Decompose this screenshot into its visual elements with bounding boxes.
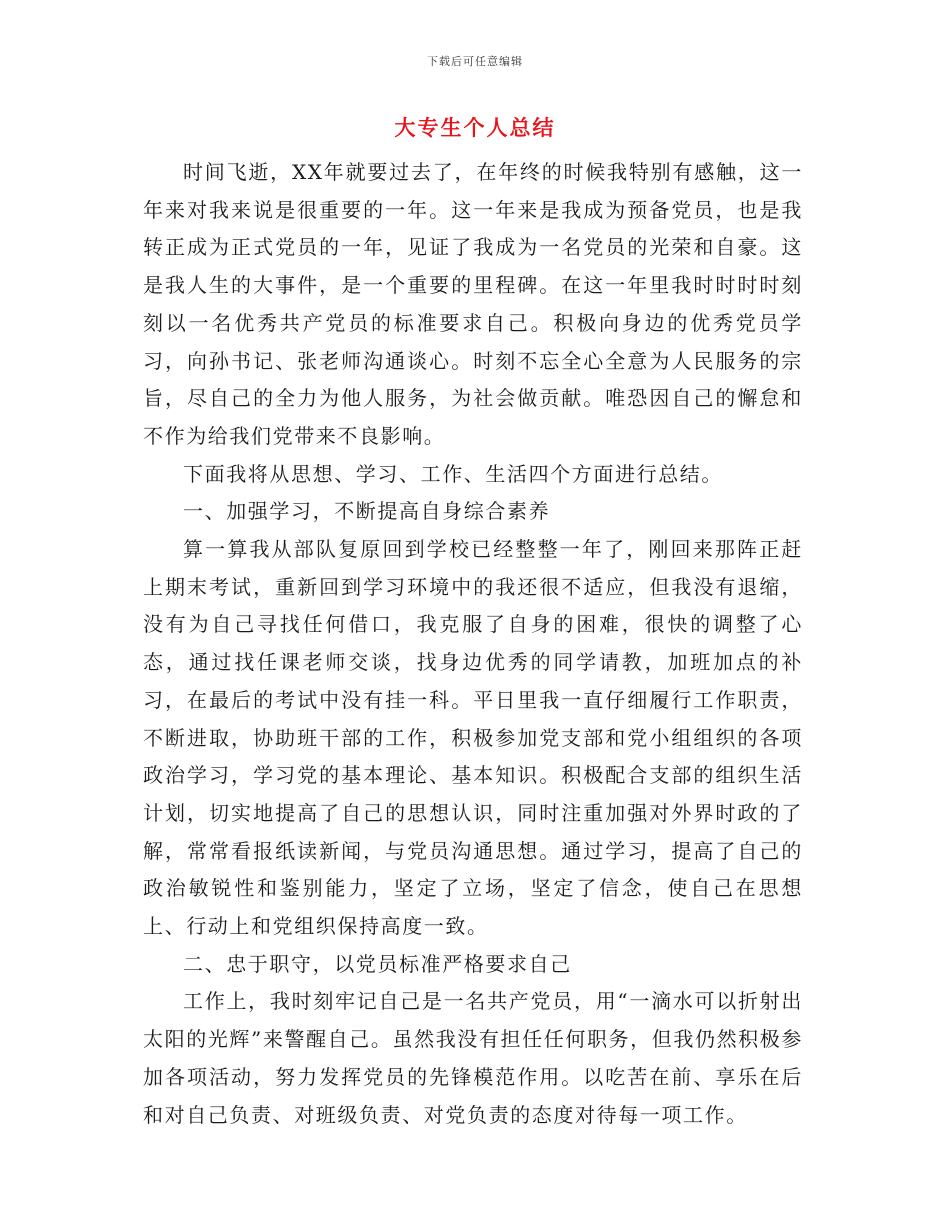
document-body bbox=[143, 154, 803, 1134]
section-heading: 二、忠于职守，以党员标准严格要求自己 bbox=[183, 951, 572, 976]
paragraph: 时间飞逝，XX年就要过去了，在年终的时候我特别有感触，这一年来对我来说是很重要的一年。这一年来是我成为预备党员，也是我转正成为正式党员的一年，见证了我成为一名党员的光荣和自豪。这是我人生的大事件，是一个重要的里程碑。在这一年里我时时时时刻刻以一名优秀共产党员的标准要求自己。积极向身边的优秀党员学习，向孙书记、张老师沟通谈心。时刻不忘全心全意为人民服务的宗旨，尽自己的全力为他人服务，为社会做贡献。唯恐因自己的懈怠和不作为给我们党带来不良影响。 bbox=[143, 160, 803, 448]
paragraph: 算一算我从部队复原回到学校已经整整一年了，刚回来那阵正赶上期末考试，重新回到学习环境中的我还很不适应，但我没有退缩，没有为自己寻找任何借口，我克服了自身的困难，很快的调整了心态，通过找任课老师交谈，找身边优秀的同学请教，加班加点的补习，在最后的考试中没有挂一科。平日里我一直仔细履行工作职责，不断进取，协助班干部的工作，积极参加党支部和党小组组织的各项政治学习，学习党的基本理论、基本知识。积极配合支部的组织生活计划，切实地提高了自己的思想认识，同时注重加强对外界时政的了解，常常看报纸读新闻，与党员沟通思想。通过学习，提高了自己的政治敏锐性和鉴别能力，坚定了立场，坚定了信念，使自己在思想上、行动上和党组织保持高度一致。 bbox=[143, 537, 803, 939]
paragraph: 工作上，我时刻牢记自己是一名共产党员，用“一滴水可以折射出太阳的光辉”来警醒自己。虽然我没有担任任何职务，但我仍然积极参加各项活动，努力发挥党员的先锋模范作用。以吃苦在前、享乐在后和对自己负责、对班级负责、对党负责的态度对待每一项工作。 bbox=[143, 989, 803, 1127]
section-heading: 一、加强学习，不断提高自身综合素养 bbox=[183, 499, 551, 524]
header-note: 下载后可任意编辑 bbox=[427, 55, 523, 68]
document-title: 大专生个人总结 bbox=[394, 116, 556, 140]
paragraph: 下面我将从思想、学习、工作、生活四个方面进行总结。 bbox=[183, 461, 723, 486]
